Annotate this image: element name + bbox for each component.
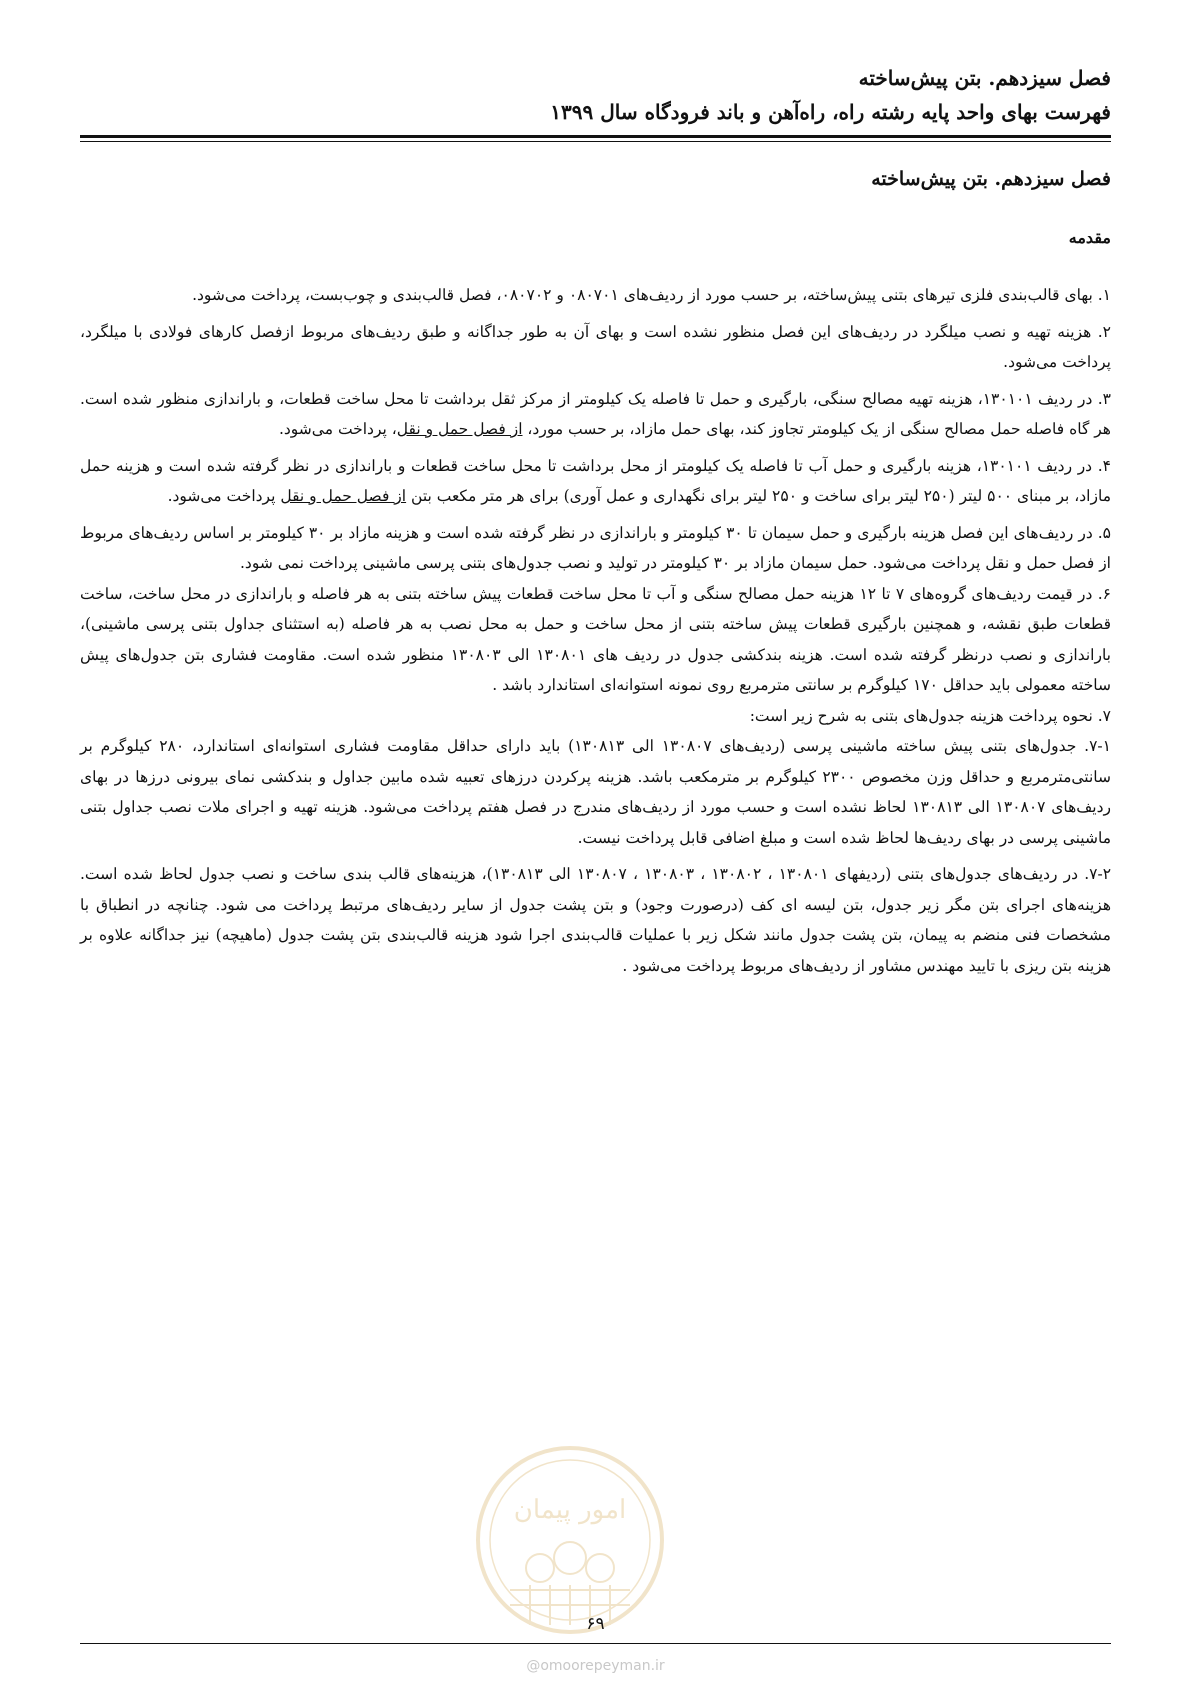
page-number: ۶۹ [586,1614,605,1634]
paragraph-4-end: پرداخت می‌شود. [167,487,281,505]
paragraph-3-reference: از فصل حمل و نقل [396,420,523,438]
header-rule-thin [80,141,1111,142]
paragraph-3 [80,384,1111,445]
watermark-text: امور پیمان [513,1495,627,1525]
body-text [80,280,1111,987]
paragraph-4-reference: از فصل حمل و نقل [280,487,407,505]
paragraph-2: ۲. هزینه تهیه و نصب میلگرد در ردیف‌های این فصل منظور نشده است و بهای آن به طور جداگانه و طبق ردیف‌های مربوط ازفصل کارهای فولادی با میلگرد، پرداخت می‌شود. [80,322,1111,371]
paragraph-6: ۶. در قیمت ردیف‌های گروه‌های ۷ تا ۱۲ هزینه حمل مصالح سنگی و آب تا محل ساخت قطعات پیش ساخته بتنی به هر فاصله و باراندازی در محل ساخت، ساخت قطعات طبق نقشه، و همچنین بارگیری قطعات پیش ساخته بتنی از محل ساخت و حمل به محل نصب به هر فاصله (به استثنای جداول بتنی پرسی ماشینی)، باراندازی و نصب درنظر گرفته شده است. هزینه بندکشی جدول در ردیف های ۱۳۰۸۰۱ الی ۱۳۰۸۰۳ منظور شده است. مقاومت فشاری بتن جدول‌های پیش ساخته معمولی باید حداقل ۱۷۰ کیلوگرم بر سانتی مترمربع روی نمونه استوانه‌ای استاندارد باشد . [80,584,1112,694]
chapter-title: فصل سیزدهم. بتن پیش‌ساخته [871,168,1111,190]
paragraph-3-end: ، پرداخت می‌شود. [278,420,397,438]
paragraph-1: ۱. بهای قالب‌بندی فلزی تیرهای بتنی پیش‌ساخته، بر حسب مورد از ردیف‌های ۰۸۰۷۰۱ و ۰۸۰۷۰۲، فصل قالب‌بندی و چوب‌بست، پرداخت می‌شود. [192,286,1111,304]
paragraph-4 [80,451,1111,512]
header-rule-thick [80,135,1111,138]
paragraph-7-2: ۷-۲. در ردیف‌های جدول‌های بتنی (ردیفهای ۱۳۰۸۰۱ ، ۱۳۰۸۰۲ ، ۱۳۰۸۰۳ ، ۱۳۰۸۰۷ الی ۱۳۰۸۱۳)، هزینه‌های قالب بندی ساخت و نصب جدول لحاظ شده است. هزینه‌های اجرای بتن مگر زیر جدول، بتن لیسه ای کف (درصورت وجود) و بتن پشت جدول از سایر ردیف‌های مرتبط پرداخت می شود. چنانچه در انطباق با مشخصات فنی منضم به پیمان، بتن پشت جدول مانند شکل زیر با عملیات قالب‌بندی اجرا شود هزینه قالب‌بندی بتن پشت جدول (ماهیچه) نیز جداگانه علاوه بر هزینه بتن ریزی با تایید مهندس مشاور از ردیف‌های مربوط پرداخت می‌شود . [80,865,1112,975]
paragraph-5: ۵. در ردیف‌های این فصل هزینه بارگیری و حمل سیمان تا ۳۰ کیلومتر و باراندازی در نظر گرفته شده است و هزینه مازاد بر ۳۰ کیلومتر بر اساس ردیف‌های مربوط از فصل حمل و نقل پرداخت می‌شود. حمل سیمان مازاد بر ۳۰ کیلومتر در تولید و نصب جدول‌های بتنی پرسی ماشینی پرداخت نمی شود. [80,523,1111,572]
watermark-logo-icon [470,1440,670,1640]
section-heading-intro: مقدمه [1068,228,1111,247]
running-header-chapter: فصل سیزدهم. بتن پیش‌ساخته [858,66,1111,90]
footer-website: @omoorepeyman.ir [526,1658,665,1674]
paragraph-3-text: ۳. در ردیف ۱۳۰۱۰۱، هزینه تهیه مصالح سنگی، بارگیری و حمل تا فاصله یک کیلومتر از مرکز ثقل برداشت تا محل ساخت قطعات، و باراندازی منظور شده است. هر گاه فاصله حمل مصالح سنگی از یک کیلومتر تجاوز کند، بهای حمل مازاد، بر حسب مورد، [80,389,1111,438]
running-header-title: فهرست بهای واحد پایه رشته راه، راه‌آهن و باند فرودگاه سال ۱۳۹۹ [550,100,1111,124]
paragraph-4-text: ۴. در ردیف ۱۳۰۱۰۱، هزینه بارگیری و حمل آب تا فاصله یک کیلومتر از محل برداشت تا محل ساخت قطعات و باراندازی در نظر گرفته شده است و هزینه حمل مازاد، بر مبنای ۵۰۰ لیتر (۲۵۰ لیتر برای ساخت و ۲۵۰ لیتر برای نگهداری و عمل آوری) برای هر متر مکعب بتن [80,456,1111,505]
paragraph-7-1: ۷-۱. جدول‌های بتنی پیش ساخته ماشینی پرسی (ردیف‌های ۱۳۰۸۰۷ الی ۱۳۰۸۱۳) باید دارای حداقل مقاومت فشاری استوانه‌ای استاندارد، ۲۸۰ کیلوگرم بر سانتی‌مترمربع و حداقل وزن مخصوص ۲۳۰۰ کیلوگرم بر مترمکعب باشد. هزینه پرکردن درزهای تعبیه شده مابین جداول و بندکشی نمای بیرونی درزها در بهای ردیف‌های ۱۳۰۸۰۷ الی ۱۳۰۸۱۳ لحاظ نشده است و حسب مورد از ردیف‌های مندرج در فصل هفتم پرداخت می‌شود. هزینه تهیه و اجرای ملات نصب جداول بتنی ماشینی پرسی در بهای ردیف‌ها لحاظ شده است و مبلغ اضافی قابل پرداخت نیست. [80,737,1112,847]
paragraph-7: ۷. نحوه پرداخت هزینه جدول‌های بتنی به شرح زیر است: [749,706,1111,725]
footer-rule [80,1643,1111,1644]
